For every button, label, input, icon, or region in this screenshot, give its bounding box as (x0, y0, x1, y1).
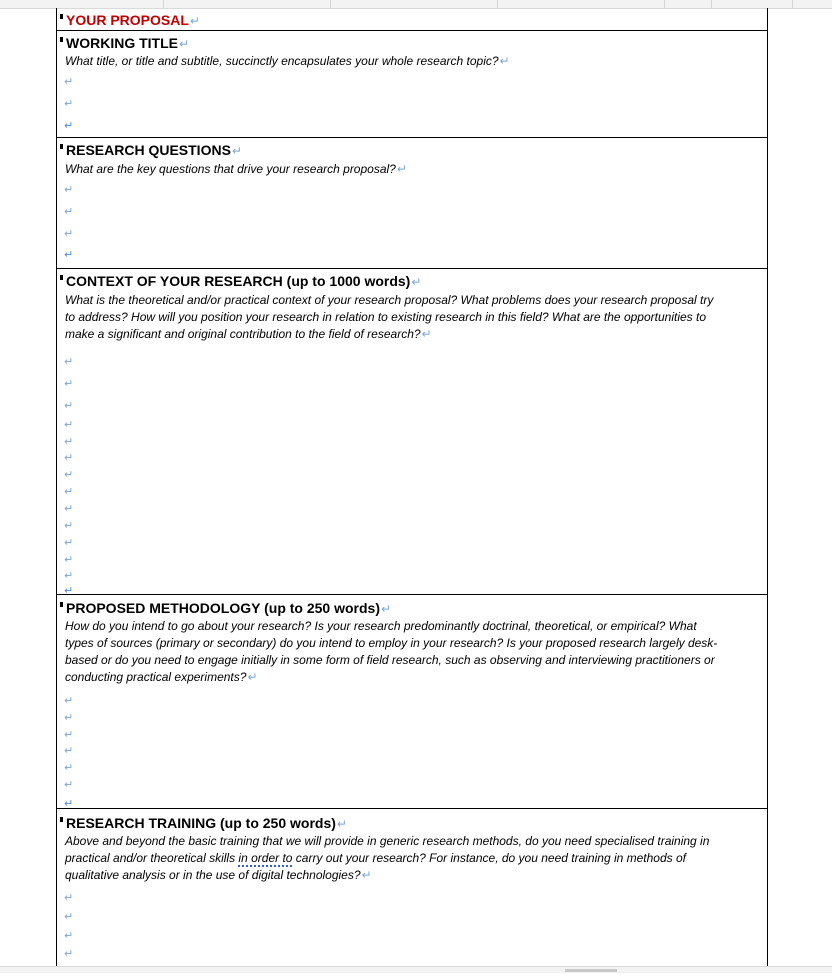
return-mark-icon[interactable]: ↵ (64, 206, 74, 218)
return-mark-icon[interactable]: ↵ (64, 486, 74, 498)
question-line: What are the key questions that drive your research proposal?↵ (65, 162, 407, 176)
section-heading: RESEARCH TRAINING (up to 250 words)↵ (60, 815, 347, 833)
return-mark-icon[interactable]: ↵ (64, 469, 74, 481)
return-mark-icon[interactable]: ↵ (64, 948, 74, 960)
question-line: conducting practical experiments?↵ (65, 670, 258, 684)
cell-end-mark-icon[interactable]: ↵ (64, 120, 74, 132)
paragraph-mark-icon: ↵ (336, 817, 347, 831)
ruler-tick (497, 0, 498, 8)
section-question (65, 292, 760, 343)
paragraph-mark-icon: ↵ (361, 868, 372, 882)
return-mark-icon[interactable]: ↵ (64, 228, 74, 240)
return-mark-icon[interactable]: ↵ (64, 712, 74, 724)
return-mark-icon[interactable]: ↵ (64, 570, 74, 582)
section-context-of-research[interactable] (57, 268, 767, 595)
grammar-suggestion-underline[interactable]: in order to (238, 851, 293, 865)
ruler-tick (330, 0, 331, 8)
return-mark-icon[interactable]: ↵ (64, 537, 74, 549)
section-research-training[interactable] (57, 808, 767, 971)
paragraph-mark-icon: ↵ (411, 275, 422, 289)
section-heading: CONTEXT OF YOUR RESEARCH (up to 1000 words)↵ (60, 273, 421, 291)
ruler-tick (711, 0, 712, 8)
return-mark-icon[interactable]: ↵ (64, 779, 74, 791)
return-mark-icon[interactable]: ↵ (64, 356, 74, 368)
proposal-table (56, 8, 768, 970)
section-your-proposal[interactable] (57, 8, 767, 30)
section-proposed-methodology[interactable] (57, 594, 767, 809)
paragraph-mark-icon: ↵ (231, 144, 242, 158)
question-line: practical and/or theoretical skills in order to carry out your research? For instance, do you need training in methods of (65, 851, 686, 865)
return-mark-icon[interactable]: ↵ (64, 520, 74, 532)
row-marker (60, 602, 63, 607)
return-mark-icon[interactable]: ↵ (64, 892, 74, 904)
section-question (65, 53, 760, 70)
section-question (65, 618, 760, 686)
return-mark-icon[interactable]: ↵ (64, 762, 74, 774)
question-line: based or do you need to engage initially in some form of field research, such as observing and interviewing practitioners or (65, 653, 715, 667)
section-question (65, 161, 760, 178)
return-mark-icon[interactable]: ↵ (64, 378, 74, 390)
return-mark-icon[interactable]: ↵ (64, 745, 74, 757)
row-marker (60, 144, 63, 149)
question-line: types of sources (primary or secondary) do you intend to employ in your research? Is your proposed research largely desk- (65, 636, 718, 650)
paragraph-mark-icon: ↵ (179, 37, 190, 51)
paragraph-mark-icon: ↵ (396, 162, 407, 176)
row-marker (60, 37, 63, 42)
return-mark-icon[interactable]: ↵ (64, 930, 74, 942)
row-marker (60, 817, 63, 822)
paragraph-mark-icon: ↵ (381, 602, 392, 616)
cell-end-mark-icon[interactable]: ↵ (64, 249, 74, 261)
cell-end-mark-icon[interactable]: ↵ (64, 798, 74, 810)
section-heading: WORKING TITLE↵ (60, 35, 189, 53)
return-mark-icon[interactable]: ↵ (64, 554, 74, 566)
return-mark-icon[interactable]: ↵ (64, 911, 74, 923)
question-line: What title, or title and subtitle, succinctly encapsulates your whole research topic?↵ (65, 54, 510, 68)
paragraph-mark-icon: ↵ (247, 670, 258, 684)
return-mark-icon[interactable]: ↵ (64, 98, 74, 110)
paragraph-mark-icon: ↵ (189, 14, 200, 28)
return-mark-icon[interactable]: ↵ (64, 729, 74, 741)
section-heading: YOUR PROPOSAL↵ (60, 12, 200, 30)
paragraph-mark-icon: ↵ (499, 54, 510, 68)
question-line: qualitative analysis or in the use of digital technologies?↵ (65, 868, 372, 882)
return-mark-icon[interactable]: ↵ (64, 695, 74, 707)
question-line: What is the theoretical and/or practical context of your research proposal? What problems does your research proposal try (65, 293, 714, 307)
return-mark-icon[interactable]: ↵ (64, 436, 74, 448)
question-line: make a significant and original contribution to the field of research?↵ (65, 327, 432, 341)
return-mark-icon[interactable]: ↵ (64, 76, 74, 88)
question-line: Above and beyond the basic training that we will provide in generic research methods, do you need specialised training in (65, 834, 710, 848)
question-line: How do you intend to go about your research? Is your research predominantly doctrinal, theoretical, or empirical? What (65, 619, 697, 633)
ruler-tick (163, 0, 164, 8)
row-marker (60, 14, 63, 19)
section-working-title[interactable] (57, 30, 767, 137)
section-question (65, 833, 760, 884)
cell-end-mark-icon[interactable]: ↵ (64, 585, 74, 597)
ruler-tick (792, 0, 793, 8)
section-heading: RESEARCH QUESTIONS↵ (60, 142, 242, 160)
return-mark-icon[interactable]: ↵ (64, 400, 74, 412)
section-research-questions[interactable] (57, 137, 767, 269)
return-mark-icon[interactable]: ↵ (64, 452, 74, 464)
return-mark-icon[interactable]: ↵ (64, 503, 74, 515)
paragraph-mark-icon: ↵ (421, 327, 432, 341)
return-mark-icon[interactable]: ↵ (64, 419, 74, 431)
row-marker (60, 275, 63, 280)
return-mark-icon[interactable]: ↵ (64, 184, 74, 196)
question-line: to address? How will you position your research in relation to existing research in this field? What are the opportunities to (65, 310, 706, 324)
ruler-tick (664, 0, 665, 8)
section-heading: PROPOSED METHODOLOGY (up to 250 words)↵ (60, 600, 391, 618)
